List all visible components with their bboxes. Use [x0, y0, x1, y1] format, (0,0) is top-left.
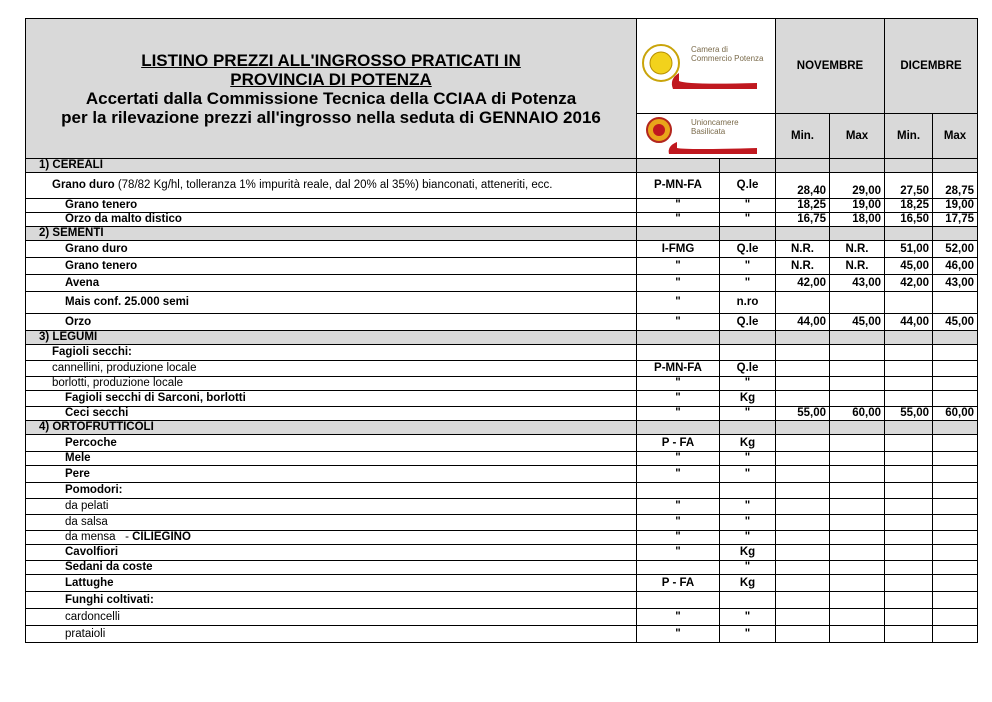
source-cell: P - FA	[637, 575, 720, 592]
unit-cell: "	[720, 515, 776, 531]
price-cell: 52,00	[933, 241, 978, 258]
price-cell: N.R.	[776, 258, 830, 275]
unit-cell: "	[720, 258, 776, 275]
unit-cell: "	[720, 199, 776, 213]
section-row-sementi	[26, 227, 978, 241]
price-cell: 51,00	[885, 241, 933, 258]
product-name: Grano tenero	[26, 199, 637, 213]
price-cell: 18,00	[830, 213, 885, 227]
table-row	[26, 561, 978, 575]
price-cell: 44,00	[885, 314, 933, 331]
table-row	[26, 435, 978, 452]
table-row	[26, 314, 978, 331]
source-cell: "	[637, 199, 720, 213]
price-cell: 60,00	[830, 407, 885, 421]
nov-max-header: Max	[830, 114, 885, 159]
table-row	[26, 377, 978, 391]
subtitle-line-1: Accertati dalla Commissione Tecnica della CCIAA di Potenza	[85, 88, 577, 108]
unit-cell: "	[720, 499, 776, 515]
price-cell: 43,00	[933, 275, 978, 292]
subgroup-label: Funghi coltivati:	[26, 592, 637, 609]
unioncamere-logo	[639, 116, 773, 156]
source-cell: P - FA	[637, 435, 720, 452]
table-row	[26, 258, 978, 275]
unit-cell: n.ro	[720, 292, 776, 314]
price-cell: N.R.	[830, 241, 885, 258]
source-cell: "	[637, 213, 720, 227]
price-cell: 45,00	[885, 258, 933, 275]
product-name: Mais conf. 25.000 semi	[26, 292, 637, 314]
source-cell: "	[637, 258, 720, 275]
price-cell: 18,25	[776, 199, 830, 213]
price-cell: N.R.	[830, 258, 885, 275]
source-cell: "	[637, 545, 720, 561]
table-row	[26, 199, 978, 213]
table-row	[26, 466, 978, 483]
section-row-legumi	[26, 331, 978, 345]
product-name: Avena	[26, 275, 637, 292]
price-cell: 17,75	[933, 213, 978, 227]
product-name: Pere	[26, 466, 637, 483]
table-row	[26, 609, 978, 626]
table-row	[26, 575, 978, 592]
price-list-table	[25, 18, 978, 643]
table-row	[26, 292, 978, 314]
unit-cell: Q.le	[720, 241, 776, 258]
unit-cell: "	[720, 531, 776, 545]
price-cell: N.R.	[776, 241, 830, 258]
table-row	[26, 241, 978, 258]
price-cell: 18,25	[885, 199, 933, 213]
price-cell: 60,00	[933, 407, 978, 421]
price-cell: 42,00	[885, 275, 933, 292]
table-row	[26, 545, 978, 561]
unit-cell: "	[720, 452, 776, 466]
product-name: Grano duro	[26, 241, 637, 258]
product-name: Grano duro (78/82 Kg/hl, tolleranza 1% impurità reale, dal 20% al 35%) bianconati, atteneriti, ecc.	[26, 173, 637, 199]
section-label: 4) ORTOFRUTTICOLI	[26, 421, 637, 435]
source-cell	[637, 561, 720, 575]
unit-cell: Q.le	[720, 173, 776, 199]
price-cell: 55,00	[885, 407, 933, 421]
price-cell: 16,75	[776, 213, 830, 227]
table-row	[26, 361, 978, 377]
month-header-novembre: NOVEMBRE	[776, 19, 885, 114]
table-row	[26, 173, 978, 199]
source-cell: "	[637, 407, 720, 421]
nov-min-header: Min.	[776, 114, 830, 159]
unit-cell: "	[720, 407, 776, 421]
unit-cell: "	[720, 275, 776, 292]
price-cell: 43,00	[830, 275, 885, 292]
subgroup-label: Fagioli secchi:	[26, 345, 637, 361]
product-name: Orzo da malto distico	[26, 213, 637, 227]
month-header-dicembre: DICEMBRE	[885, 19, 978, 114]
source-cell: "	[637, 609, 720, 626]
product-name: prataioli	[26, 626, 637, 643]
product-name: Percoche	[26, 435, 637, 452]
product-name: cannellini, produzione locale	[26, 361, 637, 377]
unit-cell: Kg	[720, 575, 776, 592]
product-name: borlotti, produzione locale	[26, 377, 637, 391]
table-row	[26, 531, 978, 545]
price-cell: 45,00	[933, 314, 978, 331]
price-cell: 29,00	[830, 173, 885, 199]
source-cell: P-MN-FA	[637, 173, 720, 199]
source-cell: "	[637, 292, 720, 314]
table-row	[26, 213, 978, 227]
table-row	[26, 275, 978, 292]
section-label: 1) CEREALI	[26, 159, 637, 173]
table-row	[26, 345, 978, 361]
product-name: da mensa - CILIEGINO	[26, 531, 637, 545]
source-cell: I-FMG	[637, 241, 720, 258]
product-name: Sedani da coste	[26, 561, 637, 575]
product-name: da salsa	[26, 515, 637, 531]
section-row-ortofrutticoli	[26, 421, 978, 435]
section-label: 2) SEMENTI	[26, 227, 637, 241]
subgroup-label: Pomodori:	[26, 483, 637, 499]
price-cell: 16,50	[885, 213, 933, 227]
price-cell: 44,00	[776, 314, 830, 331]
product-name: Cavolfiori	[26, 545, 637, 561]
document-title-cell	[26, 19, 637, 159]
source-cell: P-MN-FA	[637, 361, 720, 377]
subtitle-line-2: per la rilevazione prezzi all'ingrosso nella seduta di GENNAIO 2016	[61, 107, 601, 127]
table-row	[26, 407, 978, 421]
table-row	[26, 483, 978, 499]
logo1-text: Camera di Commercio Potenza	[691, 45, 764, 63]
price-cell: 19,00	[933, 199, 978, 213]
unit-cell: "	[720, 466, 776, 483]
product-name: Orzo	[26, 314, 637, 331]
price-cell: 46,00	[933, 258, 978, 275]
product-name: Grano tenero	[26, 258, 637, 275]
product-name: Ceci secchi	[26, 407, 637, 421]
table-row	[26, 391, 978, 407]
unit-cell: Q.le	[720, 361, 776, 377]
title-line-1: LISTINO PREZZI ALL'INGROSSO PRATICATI IN	[141, 50, 521, 70]
title-line-2: PROVINCIA DI POTENZA	[230, 69, 432, 89]
price-cell: 42,00	[776, 275, 830, 292]
source-cell: "	[637, 531, 720, 545]
source-cell: "	[637, 515, 720, 531]
unit-cell: "	[720, 213, 776, 227]
logo-unioncamere-cell	[637, 114, 776, 159]
unit-cell: Q.le	[720, 314, 776, 331]
unit-cell: Kg	[720, 435, 776, 452]
section-row-cereali	[26, 159, 978, 173]
table-row	[26, 626, 978, 643]
price-cell: 28,75	[933, 173, 978, 199]
dic-min-header: Min.	[885, 114, 933, 159]
unit-cell: Kg	[720, 545, 776, 561]
price-cell: 55,00	[776, 407, 830, 421]
price-cell: 28,40	[776, 173, 830, 199]
source-cell: "	[637, 314, 720, 331]
source-cell: "	[637, 499, 720, 515]
dic-max-header: Max	[933, 114, 978, 159]
table-row	[26, 499, 978, 515]
logo-camera-commercio-cell	[637, 19, 776, 114]
price-cell: 27,50	[885, 173, 933, 199]
table-row	[26, 592, 978, 609]
product-name: cardoncelli	[26, 609, 637, 626]
source-cell: "	[637, 377, 720, 391]
logo2-text: Unioncamere Basilicata	[691, 118, 739, 136]
source-cell: "	[637, 626, 720, 643]
product-name: Lattughe	[26, 575, 637, 592]
unit-cell: Kg	[720, 391, 776, 407]
product-name: da pelati	[26, 499, 637, 515]
unit-cell: "	[720, 377, 776, 391]
camera-commercio-logo	[639, 39, 773, 93]
unit-cell: "	[720, 561, 776, 575]
table-row	[26, 452, 978, 466]
price-cell: 19,00	[830, 199, 885, 213]
product-name: Mele	[26, 452, 637, 466]
price-cell: 45,00	[830, 314, 885, 331]
source-cell: "	[637, 466, 720, 483]
product-name: Fagioli secchi di Sarconi, borlotti	[26, 391, 637, 407]
section-label: 3) LEGUMI	[26, 331, 637, 345]
source-cell: "	[637, 452, 720, 466]
unit-cell: "	[720, 626, 776, 643]
unit-cell: "	[720, 609, 776, 626]
table-row	[26, 515, 978, 531]
source-cell: "	[637, 391, 720, 407]
source-cell: "	[637, 275, 720, 292]
